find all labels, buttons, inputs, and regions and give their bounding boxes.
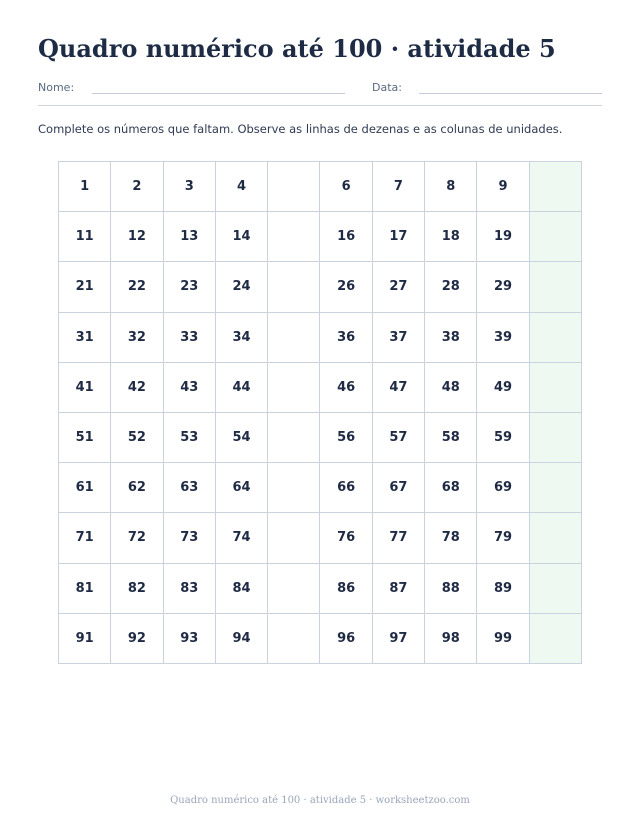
number-cell: 26: [320, 262, 372, 312]
number-cell: 13: [164, 212, 216, 262]
number-cell: 37: [373, 313, 425, 363]
number-cell: 54: [216, 413, 268, 463]
number-cell: 67: [373, 463, 425, 513]
number-cell: 57: [373, 413, 425, 463]
number-cell: 42: [111, 363, 163, 413]
blank-number-cell[interactable]: [530, 212, 582, 262]
number-cell: 17: [373, 212, 425, 262]
number-cell: 46: [320, 363, 372, 413]
number-cell: 7: [373, 162, 425, 212]
number-cell: 21: [59, 262, 111, 312]
name-label: Nome:: [38, 81, 75, 94]
number-cell: 94: [216, 614, 268, 664]
number-cell: 33: [164, 313, 216, 363]
number-cell: 43: [164, 363, 216, 413]
number-cell: 34: [216, 313, 268, 363]
number-cell: 98: [425, 614, 477, 664]
blank-number-cell[interactable]: [530, 614, 582, 664]
number-cell: 69: [477, 463, 529, 513]
number-cell: 18: [425, 212, 477, 262]
header-divider: [38, 105, 602, 106]
number-cell: 52: [111, 413, 163, 463]
number-cell: 41: [59, 363, 111, 413]
number-cell: 12: [111, 212, 163, 262]
number-cell: 84: [216, 564, 268, 614]
number-cell: 39: [477, 313, 529, 363]
number-cell: 97: [373, 614, 425, 664]
blank-number-cell[interactable]: [268, 313, 320, 363]
blank-number-cell[interactable]: [530, 413, 582, 463]
number-cell: 64: [216, 463, 268, 513]
number-cell: 38: [425, 313, 477, 363]
number-cell: 51: [59, 413, 111, 463]
blank-number-cell[interactable]: [268, 162, 320, 212]
number-cell: 56: [320, 413, 372, 463]
number-cell: 49: [477, 363, 529, 413]
blank-number-cell[interactable]: [268, 614, 320, 664]
blank-number-cell[interactable]: [268, 564, 320, 614]
blank-number-cell[interactable]: [268, 363, 320, 413]
name-field[interactable]: [92, 93, 345, 94]
footer-text: Quadro numérico até 100 · atividade 5 · worksheetzoo.com: [170, 795, 470, 806]
number-cell: 99: [477, 614, 529, 664]
blank-number-cell[interactable]: [530, 463, 582, 513]
blank-number-cell[interactable]: [268, 513, 320, 563]
number-cell: 68: [425, 463, 477, 513]
number-cell: 32: [111, 313, 163, 363]
number-cell: 81: [59, 564, 111, 614]
number-cell: 71: [59, 513, 111, 563]
number-cell: 3: [164, 162, 216, 212]
number-cell: 88: [425, 564, 477, 614]
number-cell: 4: [216, 162, 268, 212]
number-cell: 9: [477, 162, 529, 212]
blank-number-cell[interactable]: [268, 212, 320, 262]
instructions-text: Complete os números que faltam. Observe as linhas de dezenas e as colunas de unidades.: [38, 122, 563, 136]
blank-number-cell[interactable]: [268, 463, 320, 513]
number-cell: 77: [373, 513, 425, 563]
page-title: Quadro numérico até 100 · atividade 5: [38, 34, 556, 63]
number-cell: 79: [477, 513, 529, 563]
number-cell: 72: [111, 513, 163, 563]
blank-number-cell[interactable]: [530, 162, 582, 212]
number-grid: [58, 161, 582, 664]
number-cell: 23: [164, 262, 216, 312]
number-cell: 44: [216, 363, 268, 413]
blank-number-cell[interactable]: [530, 513, 582, 563]
number-cell: 91: [59, 614, 111, 664]
number-cell: 58: [425, 413, 477, 463]
number-cell: 1: [59, 162, 111, 212]
number-cell: 87: [373, 564, 425, 614]
number-cell: 47: [373, 363, 425, 413]
number-cell: 8: [425, 162, 477, 212]
number-cell: 83: [164, 564, 216, 614]
date-label: Data:: [372, 81, 402, 94]
number-cell: 11: [59, 212, 111, 262]
number-cell: 96: [320, 614, 372, 664]
blank-number-cell[interactable]: [530, 564, 582, 614]
date-field[interactable]: [419, 93, 602, 94]
number-cell: 63: [164, 463, 216, 513]
number-cell: 31: [59, 313, 111, 363]
number-cell: 74: [216, 513, 268, 563]
blank-number-cell[interactable]: [530, 262, 582, 312]
number-cell: 14: [216, 212, 268, 262]
number-cell: 82: [111, 564, 163, 614]
number-cell: 62: [111, 463, 163, 513]
blank-number-cell[interactable]: [530, 363, 582, 413]
number-cell: 53: [164, 413, 216, 463]
number-cell: 19: [477, 212, 529, 262]
number-cell: 73: [164, 513, 216, 563]
number-cell: 92: [111, 614, 163, 664]
number-cell: 86: [320, 564, 372, 614]
blank-number-cell[interactable]: [530, 313, 582, 363]
blank-number-cell[interactable]: [268, 413, 320, 463]
number-cell: 48: [425, 363, 477, 413]
number-cell: 24: [216, 262, 268, 312]
number-cell: 22: [111, 262, 163, 312]
number-cell: 89: [477, 564, 529, 614]
number-cell: 59: [477, 413, 529, 463]
number-cell: 36: [320, 313, 372, 363]
number-cell: 6: [320, 162, 372, 212]
number-cell: 76: [320, 513, 372, 563]
number-cell: 78: [425, 513, 477, 563]
number-cell: 28: [425, 262, 477, 312]
number-cell: 2: [111, 162, 163, 212]
number-cell: 93: [164, 614, 216, 664]
number-cell: 29: [477, 262, 529, 312]
number-cell: 27: [373, 262, 425, 312]
blank-number-cell[interactable]: [268, 262, 320, 312]
number-cell: 66: [320, 463, 372, 513]
number-cell: 61: [59, 463, 111, 513]
number-cell: 16: [320, 212, 372, 262]
